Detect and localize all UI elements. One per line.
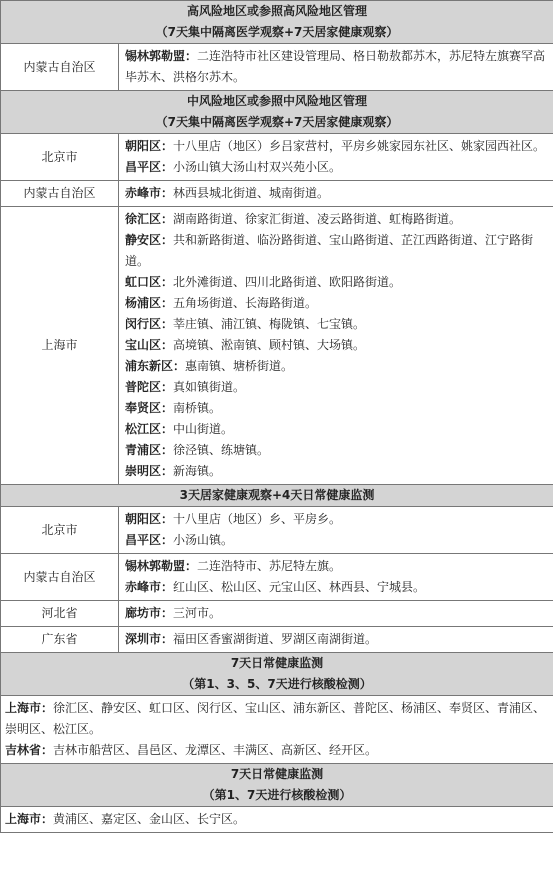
list-item [5,740,549,761]
list-item [125,314,549,335]
items-cell [119,44,553,91]
list-item [125,272,549,293]
region-cell: 内蒙古自治区 [1,44,119,91]
area-label: 朝阳区： [125,512,174,526]
list-item [125,209,549,230]
section-subtitle: （第1、7天进行核酸检测） [202,788,352,802]
list-item [125,629,549,650]
table-row [1,207,553,485]
area-label: 廊坊市： [125,606,174,620]
table-row [1,181,553,207]
section-header-daily-monitoring [1,653,553,696]
area-text: 二连浩特市、苏尼特左旗。 [197,559,342,573]
area-text: 二连浩特市社区建设管理局、格日勒敖都苏木，苏尼特左旗赛罕高毕苏木、洪格尔苏木。 [125,49,546,84]
area-label: 深圳市： [125,632,174,646]
list-item [125,183,549,204]
area-text: 福田区香蜜湖街道、罗湖区南湖街道。 [173,632,378,646]
list-item [125,603,549,624]
section-title: 高风险地区或参照高风险地区管理 [187,4,368,18]
region-cell: 北京市 [1,134,119,181]
section-title: 3天居家健康观察+4天日常健康监测 [179,488,375,502]
area-label: 朝阳区： [125,139,174,153]
area-label: 昌平区： [125,533,174,547]
table-row [1,507,553,554]
area-text: 共和新路街道、临汾路街道、宝山路街道、芷江西路街道、江宁路街道。 [125,233,534,268]
list-item [125,157,549,178]
list-item [125,230,549,272]
area-label: 奉贤区： [125,401,174,415]
area-label: 锡林郭勒盟： [125,559,198,573]
area-label: 昌平区： [125,160,174,174]
area-label: 虹口区： [125,275,174,289]
items-cell [119,207,553,485]
list-item [125,377,549,398]
table-row [1,807,553,833]
list-item [125,530,549,551]
items-cell [119,627,553,653]
list-item [125,556,549,577]
items-cell [119,601,553,627]
section-header-medium-risk [1,91,553,134]
section-header-cell [1,485,553,507]
list-item [5,698,549,740]
area-label: 赤峰市： [125,186,174,200]
section-title: 7天日常健康监测 [230,767,324,781]
section-header-cell [1,653,553,696]
list-item [125,356,549,377]
area-text: 红山区、松山区、元宝山区、林西县、宁城县。 [173,580,426,594]
region-cell: 广东省 [1,627,119,653]
area-label: 上海市： [5,701,54,715]
area-text: 十八里店（地区）乡、平房乡。 [173,512,342,526]
section-subtitle: （第1、3、5、7天进行核酸检测） [182,677,372,691]
area-label: 赤峰市： [125,580,174,594]
items-cell [119,181,553,207]
section-header-daily-monitoring-2 [1,764,553,807]
region-cell: 北京市 [1,507,119,554]
section-title: 中风险地区或参照中风险地区管理 [187,94,368,108]
table-row [1,601,553,627]
area-text: 徐汇区、静安区、虹口区、闵行区、宝山区、浦东新区、普陀区、杨浦区、奉贤区、青浦区、崇明区、松江区。 [5,701,546,736]
items-cell [119,507,553,554]
list-item [125,335,549,356]
region-cell: 内蒙古自治区 [1,181,119,207]
list-item [5,809,549,830]
table-row [1,554,553,601]
section-subtitle: （7天集中隔离医学观察+7天居家健康观察） [155,25,399,39]
area-text: 小汤山镇大汤山村双兴苑小区。 [173,160,342,174]
area-text: 湖南路街道、徐家汇街道、凌云路街道、虹梅路街道。 [173,212,462,226]
area-text: 北外滩街道、四川北路街道、欧阳路街道。 [173,275,402,289]
section-header-home-observation [1,485,553,507]
section-header-cell [1,764,553,807]
area-label: 锡林郭勒盟： [125,49,198,63]
list-item [125,398,549,419]
region-cell: 上海市 [1,207,119,485]
area-label: 静安区： [125,233,174,247]
area-text: 南桥镇。 [173,401,222,415]
area-text: 真如镇街道。 [173,380,246,394]
items-cell [1,807,553,833]
area-text: 三河市。 [173,606,222,620]
area-label: 吉林省： [5,743,54,757]
section-subtitle: （7天集中隔离医学观察+7天居家健康观察） [155,115,399,129]
area-label: 崇明区： [125,464,174,478]
area-label: 松江区： [125,422,174,436]
items-cell [1,696,553,764]
area-text: 黄浦区、嘉定区、金山区、长宁区。 [53,812,246,826]
area-label: 宝山区： [125,338,174,352]
area-text: 林西县城北街道、城南街道。 [173,186,330,200]
list-item [125,136,549,157]
region-cell: 河北省 [1,601,119,627]
list-item [125,46,549,88]
section-header-high-risk [1,1,553,44]
list-item [125,419,549,440]
area-text: 十八里店（地区）乡吕家营村，平房乡姚家园东社区、姚家园西社区。 [173,139,546,153]
table-row [1,134,553,181]
area-text: 莘庄镇、浦江镇、梅陇镇、七宝镇。 [173,317,366,331]
section-header-cell [1,1,553,44]
list-item [125,577,549,598]
items-cell [119,554,553,601]
area-label: 闵行区： [125,317,174,331]
table-row [1,627,553,653]
list-item [125,293,549,314]
list-item [125,509,549,530]
area-text: 高境镇、淞南镇、顾村镇、大场镇。 [173,338,366,352]
list-item [125,461,549,482]
area-label: 杨浦区： [125,296,174,310]
area-text: 小汤山镇。 [173,533,234,547]
area-label: 普陀区： [125,380,174,394]
table-row [1,696,553,764]
items-cell [119,134,553,181]
area-label: 浦东新区： [125,359,186,373]
table-row [1,44,553,91]
area-text: 新海镇。 [173,464,222,478]
area-text: 中山街道。 [173,422,234,436]
area-text: 五角场街道、长海路街道。 [173,296,318,310]
section-header-cell [1,91,553,134]
area-label: 青浦区： [125,443,174,457]
area-label: 上海市： [5,812,54,826]
section-title: 7天日常健康监测 [230,656,324,670]
list-item [125,440,549,461]
area-text: 惠南镇、塘桥街道。 [185,359,294,373]
region-cell: 内蒙古自治区 [1,554,119,601]
area-text: 徐泾镇、练塘镇。 [173,443,270,457]
area-text: 吉林市船营区、昌邑区、龙潭区、丰满区、高新区、经开区。 [53,743,378,757]
area-label: 徐汇区： [125,212,174,226]
